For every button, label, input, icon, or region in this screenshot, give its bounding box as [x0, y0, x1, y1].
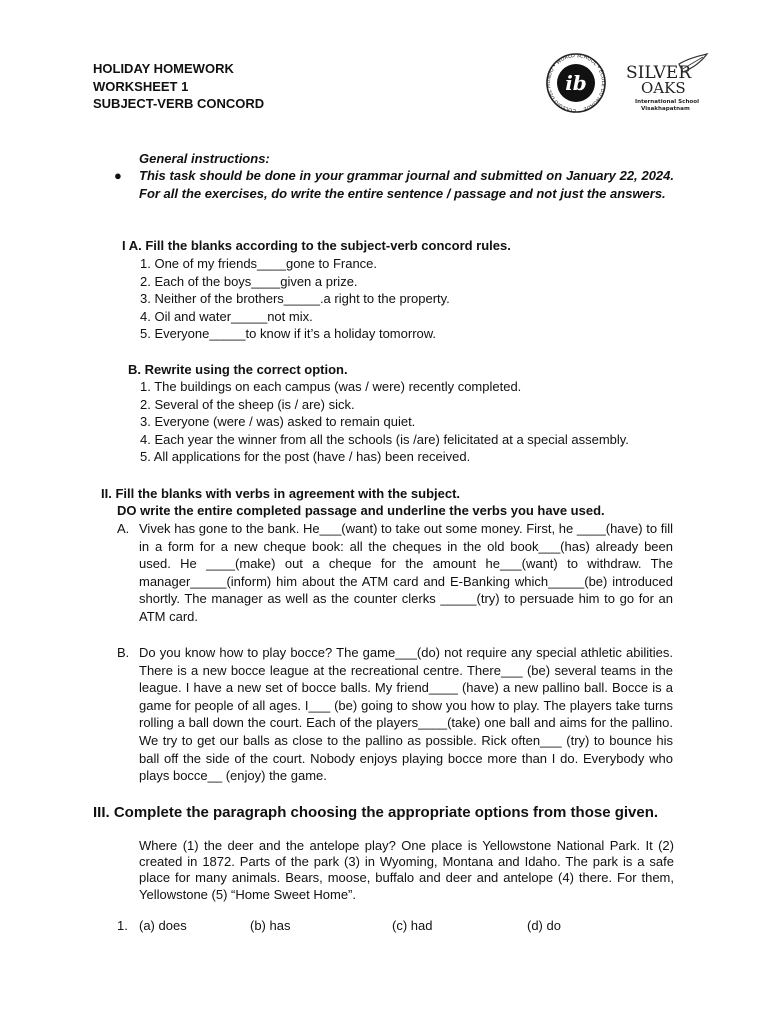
passage-a	[117, 520, 673, 626]
instructions-bullet	[114, 167, 674, 202]
list-item: 4. Oil and water_____not mix.	[140, 308, 313, 324]
silver-oaks-logo	[626, 54, 707, 112]
passage-b-label: B.	[117, 645, 130, 660]
school-line2: Visakhapatnam	[641, 106, 690, 112]
list-item: 4. Each year the winner from all the schools (is /are) felicitated at a special assembly.	[140, 431, 629, 447]
ib-logo	[546, 53, 606, 113]
ib-mark-text: ib	[565, 71, 587, 95]
passage-a-text: Vivek has gone to the bank. He___(want) to take out some money. First, he ____(have) to fill in a form for a new cheque book: all the cheques in the old book___(has) already been used. He ____(make) out a cheque for the amount he___(want) to withdraw. The manager_____(inform) him about the ATM card and E-Banking which_____(be) introduced shortly. The manager as well as the counter clerks _____(try) to persuade him to go for an ATM card.	[139, 521, 673, 624]
section-1a-list	[140, 255, 450, 343]
question-number: 1.	[117, 918, 128, 933]
section-3-paragraph: Where (1) the deer and the antelope play? One place is Yellowstone National Park. It (2) created in 1872. Parts of the park (3) in Wyoming, Montana and Idaho. The park is a safe place for many animals. Bears, moose, buffalo and deer and antelope (4) there. For them, Yellowstone (5) “Home Sweet Home”.	[139, 838, 674, 902]
school-logos	[543, 52, 713, 118]
list-item: 1. One of my friends____gone to France.	[140, 256, 378, 271]
list-item: 5. Everyone_____to know if it’s a holiday tomorrow.	[140, 326, 437, 342]
school-line1: International School	[635, 99, 700, 105]
section-3-title: III. Complete the paragraph choosing the appropriate options from those given.	[93, 804, 659, 821]
ib-ring-text: COLEGIO DEL MUNDO • WORLD SCHOOL • ÉCOLE DU MONDE	[545, 52, 607, 114]
logos-svg	[543, 52, 713, 118]
option-a: (a) does	[139, 918, 187, 933]
section-1b-title: B. Rewrite using the correct option.	[128, 362, 348, 377]
header-title: HOLIDAY HOMEWORK	[93, 61, 234, 76]
option-c: (c) had	[392, 918, 433, 933]
bullet-icon: ●	[114, 168, 122, 183]
instructions-title: General instructions:	[139, 151, 270, 166]
document-header	[93, 60, 264, 113]
oaks-text: OAKS	[641, 79, 686, 97]
list-item: 3. Neither of the brothers_____.a right to the property.	[140, 291, 450, 307]
list-item: 1. The buildings on each campus (was / were) recently completed.	[140, 379, 522, 394]
list-item: 5. All applications for the post (have / has) been received.	[140, 449, 471, 465]
section-2-title: II. Fill the blanks with verbs in agreement with the subject.	[101, 486, 461, 501]
option-d: (d) do	[527, 918, 561, 933]
passage-a-label: A.	[117, 521, 130, 536]
section-2-instruction: DO write the entire completed passage and underline the verbs you have used.	[117, 503, 605, 518]
list-item: 2. Each of the boys____given a prize.	[140, 273, 358, 289]
header-worksheet: WORKSHEET 1	[93, 78, 189, 94]
header-subject: SUBJECT-VERB CONCORD	[93, 96, 265, 111]
option-b: (b) has	[250, 918, 291, 933]
instructions-text: This task should be done in your grammar journal and submitted on January 22, 2024. For all the exercises, do write the entire sentence / passage and not just the answers.	[139, 168, 674, 201]
list-item: 3. Everyone (were / was) asked to remain quiet.	[140, 414, 416, 430]
list-item: 2. Several of the sheep (is / are) sick.	[140, 396, 355, 412]
section-1b-list	[140, 378, 629, 466]
passage-b-text: Do you know how to play bocce? The game___(do) not require any special athletic abilities. There is a new bocce league at the recreational centre. There___ (be) several teams in the league. I have a new set of bocce balls. My friend____ (have) a new pallino ball. Bocce is a game for people of all ages. I___ (be) going to show you how to play. The players take turns rolling a ball down the court. Each of the players____(take) one ball and aims for the pallino. We try to get our balls as close to the pallino as possible. Rick often___ (try) to bounce his ball off the side of the court. Nobody enjoys playing bocce more than I do. Everybody who plays bocce__ (enjoy) the game.	[139, 645, 673, 784]
section-1a-title: I A. Fill the blanks according to the subject-verb concord rules.	[122, 238, 511, 253]
passage-b	[117, 644, 673, 785]
silver-text: SILVER	[626, 63, 692, 83]
